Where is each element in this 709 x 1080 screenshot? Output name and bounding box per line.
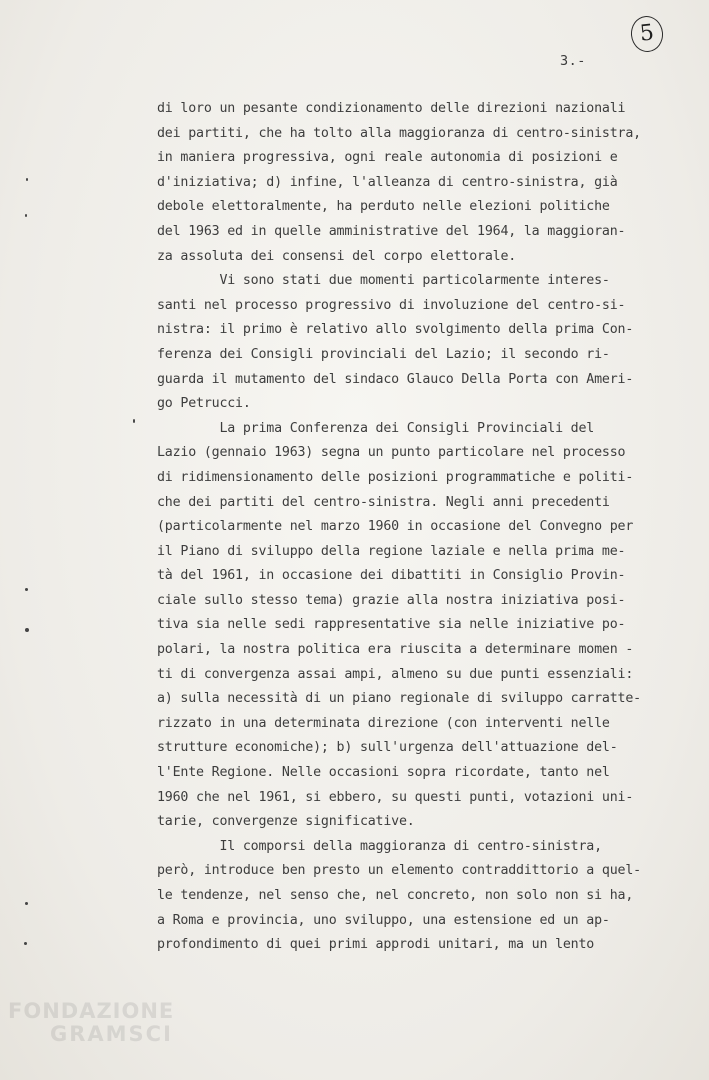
text-line: in maniera progressiva, ogni reale autonomia di posizioni e: [157, 150, 618, 166]
text-line: La prima Conferenza dei Consigli Provinciali del: [157, 420, 595, 436]
watermark-line-1: FONDAZIONE: [8, 999, 175, 1023]
text-line: strutture economiche); b) sull'urgenza dell'attuazione del-: [157, 740, 618, 756]
text-line: 1960 che nel 1961, si ebbero, su questi punti, votazioni uni-: [157, 789, 634, 805]
text-line: che dei partiti del centro-sinistra. Negli anni precedenti: [157, 494, 610, 510]
text-line: (particolarmente nel marzo 1960 in occasione del Convegno per: [157, 519, 634, 535]
margin-mark: [25, 588, 28, 591]
text-line: del 1963 ed in quelle amministrative del 1964, la maggioran-: [157, 223, 626, 239]
text-line: di ridimensionamento delle posizioni programmatiche e politi-: [157, 469, 634, 485]
margin-mark: [25, 214, 27, 217]
margin-mark: [25, 628, 29, 632]
fondazione-gramsci-watermark: [8, 1000, 174, 1046]
page-number: 3.-: [560, 53, 586, 69]
text-line: debole elettoralmente, ha perduto nelle elezioni politiche: [157, 199, 610, 215]
text-line: tiva sia nelle sedi rappresentative sia nelle iniziative po-: [157, 617, 626, 633]
margin-mark: [26, 178, 28, 181]
text-line: polari, la nostra politica era riuscita a determinare momen -: [157, 642, 634, 658]
text-line: il Piano di sviluppo della regione laziale e nella prima me-: [157, 543, 626, 559]
text-line: profondimento di quei primi approdi unitari, ma un lento: [157, 937, 595, 953]
text-line: tà del 1961, in occasione dei dibattiti in Consiglio Provin-: [157, 568, 626, 584]
text-line: go Petrucci.: [157, 396, 251, 412]
page-stamp-circled-number: 5: [629, 14, 665, 53]
text-line: di loro un pesante condizionamento delle direzioni nazionali: [157, 101, 626, 116]
text-line: a) sulla necessità di un piano regionale di sviluppo carratte-: [157, 691, 641, 707]
watermark-line-2: GRAMSCI: [50, 1022, 173, 1047]
text-line: guarda il mutamento del sindaco Glauco Della Porta con Ameri-: [157, 371, 634, 387]
text-line: santi nel processo progressivo di involuzione del centro-si-: [157, 297, 626, 313]
margin-mark: [24, 942, 27, 945]
text-line: dei partiti, che ha tolto alla maggioranza di centro-sinistra,: [157, 125, 641, 141]
margin-mark: [133, 419, 135, 423]
typescript-body: [157, 97, 677, 958]
text-line: nistra: il primo è relativo allo svolgimento della prima Con-: [157, 322, 634, 338]
text-line: d'iniziativa; d) infine, l'alleanza di centro-sinistra, già: [157, 174, 618, 190]
text-line: le tendenze, nel senso che, nel concreto, non solo non si ha,: [157, 888, 634, 903]
text-line: Lazio (gennaio 1963) segna un punto particolare nel processo: [157, 445, 626, 461]
text-line: ciale sullo stesso tema) grazie alla nostra iniziativa posi-: [157, 592, 626, 608]
text-line: tarie, convergenze significative.: [157, 814, 415, 830]
text-line: ti di convergenza assai ampi, almeno su due punti essenziali:: [157, 666, 634, 682]
text-line: za assoluta dei consensi del corpo elettorale.: [157, 248, 517, 264]
text-line: rizzato in una determinata direzione (con interventi nelle: [157, 715, 610, 731]
text-line: Vi sono stati due momenti particolarmente interes-: [157, 273, 610, 289]
text-line: ferenza dei Consigli provinciali del Lazio; il secondo ri-: [157, 346, 610, 362]
margin-mark: [25, 902, 28, 905]
text-line: l'Ente Regione. Nelle occasioni sopra ricordate, tanto nel: [157, 765, 610, 781]
text-line: a Roma e provincia, uno sviluppo, una estensione ed un ap-: [157, 912, 610, 928]
text-line: Il comporsi della maggioranza di centro-sinistra,: [157, 838, 602, 854]
text-line: però, introduce ben presto un elemento contraddittorio a quel-: [157, 863, 641, 879]
